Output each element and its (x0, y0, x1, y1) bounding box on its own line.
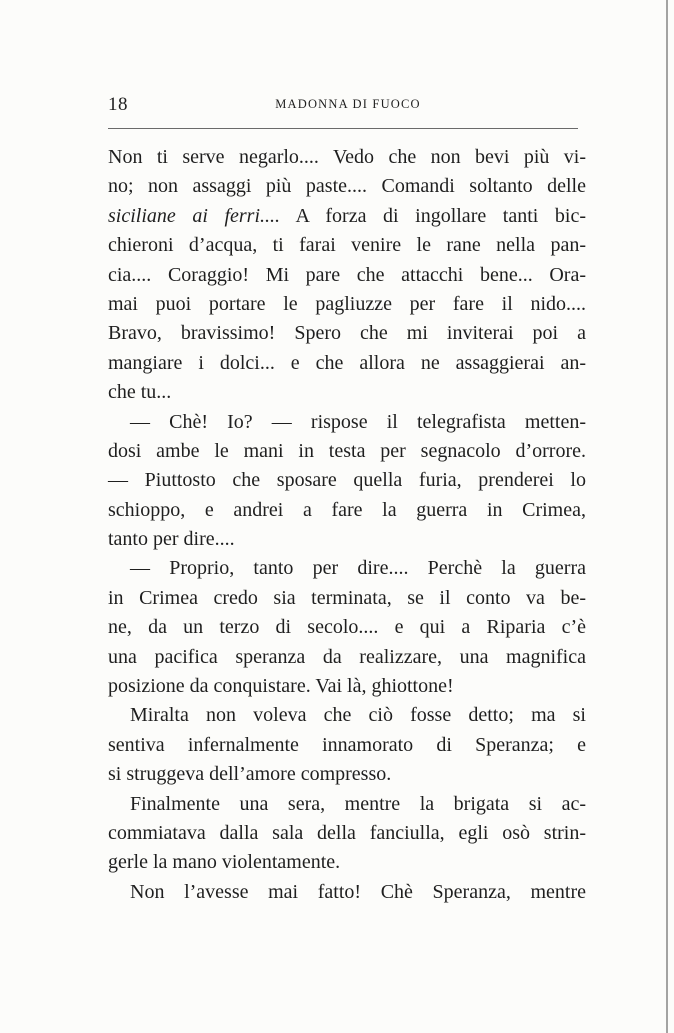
page-header (108, 94, 588, 118)
text-line: schioppo, e andrei a fare la guerra in Crimea, (108, 498, 586, 521)
text-line: tanto per dire.... (108, 528, 235, 551)
text-line: Finalmente una sera, mentre la brigata si ac- (130, 792, 586, 815)
text-line: in Crimea credo sia terminata, se il conto va be- (108, 586, 586, 609)
text-line: mangiare i dolci... e che allora ne assaggierai an- (108, 351, 586, 374)
text-line: Non ti serve negarlo.... Vedo che non bevi più vi- (108, 146, 586, 168)
text-line: che tu... (108, 381, 172, 404)
text-line: una pacifica speranza da realizzare, una magnifica (108, 645, 586, 668)
text-line: — Chè! Io? — rispose il telegrafista metten- (130, 410, 586, 433)
text-line: no; non assaggi più paste.... Comandi soltanto delle (108, 175, 586, 198)
page-edge-shadow (666, 0, 668, 1033)
text-line: gerle la mano violentamente. (108, 851, 341, 874)
text-line: siciliane ai ferri.... A forza di ingollare tanti bic- (108, 204, 586, 227)
text-line: — Piuttosto che sposare quella furia, prenderei lo (108, 469, 586, 492)
text-line: Bravo, bravissimo! Spero che mi inviterai poi a (108, 322, 586, 345)
text-line: — Proprio, tanto per dire.... Perchè la guerra (130, 557, 586, 580)
text-line: posizione da conquistare. Vai là, ghiottone! (108, 675, 454, 698)
text-line: chieroni d’acqua, ti farai venire le rane nella pan- (108, 234, 586, 257)
text-line: sentiva infernalmente innamorato di Speranza; e (108, 733, 586, 756)
text-line: Non l’avesse mai fatto! Chè Speranza, mentre (130, 880, 586, 903)
text-line: si struggeva dell’amore compresso. (108, 763, 392, 786)
text-line: cia.... Coraggio! Mi pare che attacchi bene... Ora- (108, 263, 586, 286)
text-line: ne, da un terzo di secolo.... e qui a Riparia c’è (108, 616, 586, 639)
text-line: mai puoi portare le pagliuzze per fare il nido.... (108, 292, 586, 315)
text-line: Miralta non voleva che ciò fosse detto; ma si (130, 704, 586, 727)
text-line: dosi ambe le mani in testa per segnacolo d’orrore. (108, 439, 586, 462)
body-text (108, 143, 586, 907)
header-rule (108, 128, 578, 129)
page-number: 18 (108, 94, 128, 115)
italic-phrase: siciliane ai ferri.... (108, 204, 281, 227)
running-title: MADONNA DI FUOCO (275, 97, 421, 111)
text-line: commiatava dalla sala della fanciulla, egli osò strin- (108, 821, 586, 844)
